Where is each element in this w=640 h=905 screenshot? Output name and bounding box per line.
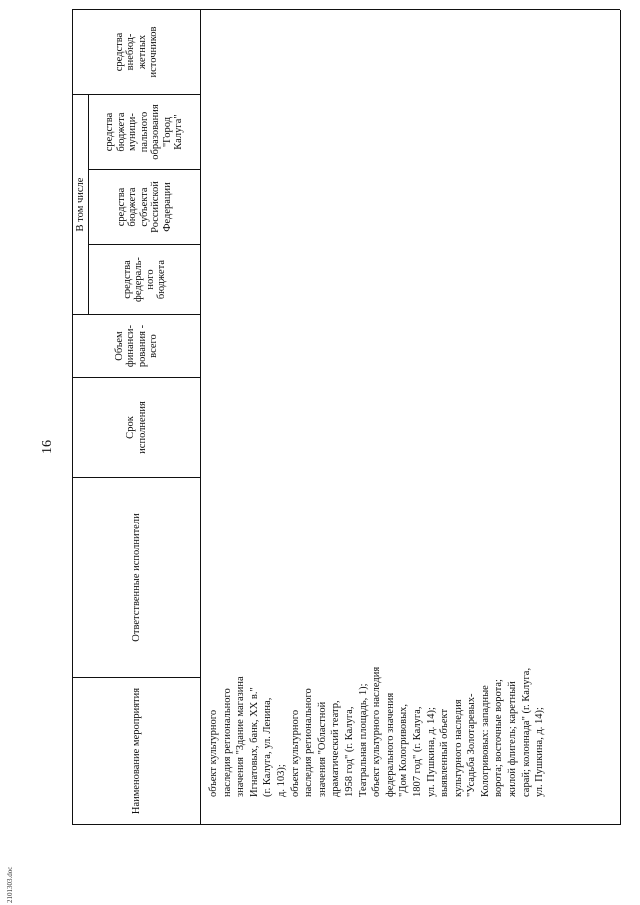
row-name-text: объект культурного наследия регионального значения "Здание магазина Игнатовых, банк, XX в." (г. Калуга, ул. Ленина, д. 103); объект культурного наследия регионального значения "Областной драматический театр, 1958 год" (г. Калуга, Театральная площадь, 1); объект культурного наследия федерального значения "Дом Кологривовых, 1807 год" (г. Калуга, ул. Пушкина, д. 14); выявленный объект культурного наследия "Усадьба Золотаревых- Кологривовых: западные ворота; восточные ворота; жилой флигель; каретный сарай; колоннада" (г. Калуга, ул. Пушкина, д. 14);	[208, 666, 546, 797]
header-federal: средства федераль- ного бюджета	[121, 257, 167, 302]
header-extrabudget: средства внебюд- жетных источников	[113, 26, 159, 78]
header-term: Срок исполнения	[125, 401, 148, 454]
table-rule-header-bottom	[72, 824, 620, 825]
table-rule-right	[620, 10, 621, 825]
page-number: 16	[40, 440, 55, 454]
header-name: Наименование мероприятия	[130, 687, 142, 815]
header-subject: средства бюджета субъекта Российской Федерации	[115, 181, 173, 233]
header-including: В том числе	[74, 177, 86, 232]
header-volume: Объем финанси- рования - всего	[113, 324, 159, 368]
footer-code: 2101303.doc	[6, 866, 14, 903]
table-rule-name-bottom	[200, 10, 201, 825]
header-executors: Ответственные исполнители	[130, 513, 142, 642]
header-municipal: средства бюджета муници- пального образования "Город Калуга"	[104, 104, 185, 160]
